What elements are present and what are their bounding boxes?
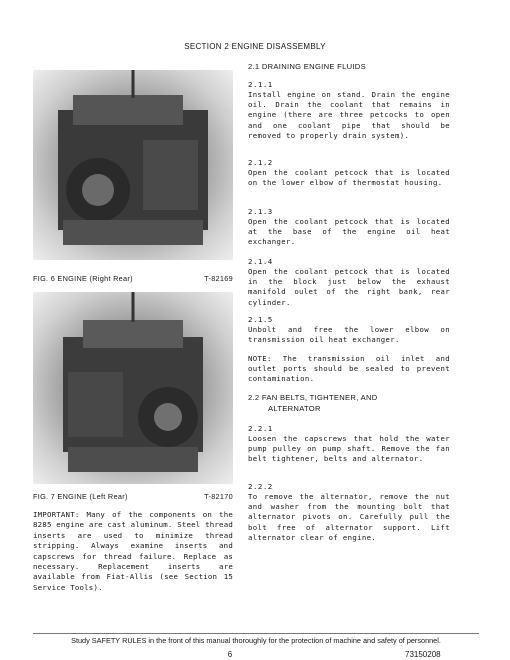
figure-7-title: FIG. 7 ENGINE (Left Rear) [33, 492, 128, 501]
page-number: 6 [227, 650, 233, 659]
para-2-1-1-text: Install engine on stand. Drain the engine oil. Drain the coolant that remains in engine (there are three petcocks to open and one coolant pipe that should be removed to properly drain system). [248, 90, 450, 140]
figure-7-caption [33, 492, 233, 501]
transmission-note: NOTE: The transmission oil inlet and outlet ports should be sealed to prevent contamination. [248, 354, 450, 384]
section-2-2-title: 2.2 FAN BELTS, TIGHTENER, AND [248, 393, 378, 402]
para-2-2-2-number: 2.2.2 [248, 482, 273, 491]
section-2-1-title: 2.1 DRAINING ENGINE FLUIDS [248, 62, 366, 71]
para-2-1-5-text: Unbolt and free the lower elbow on transmission oil heat exchanger. [248, 325, 450, 345]
engine-photo-right-rear [33, 70, 233, 260]
important-note: IMPORTANT: Many of the components on the 8285 engine are cast aluminum. Steel thread inserts are used to minimize thread stripping. Always examine inserts and capscrews for thread failure. Replace as necessary. Replacement inserts are available from Fiat-Allis (see Section 15 Service Tools). [33, 510, 233, 592]
footer-divider [33, 633, 479, 634]
para-2-2-1-text: Loosen the capscrews that hold the water pump pulley on pump shaft. Remove the fan belt tightener, belts and alternator. [248, 434, 450, 464]
para-2-2-1-number: 2.2.1 [248, 424, 273, 433]
section-header: SECTION 2 ENGINE DISASSEMBLY [184, 42, 326, 51]
para-2-1-3-text: Open the coolant petcock that is located at the base of the engine oil heat exchanger. [248, 217, 450, 247]
para-2-1-4-number: 2.1.4 [248, 257, 273, 266]
section-2-2-title-cont: ALTERNATOR [268, 404, 321, 413]
document-number: 73150208 [405, 650, 441, 659]
figure-6-ref: T-82169 [204, 274, 233, 283]
para-2-1-1-number: 2.1.1 [248, 80, 273, 89]
para-2-1-2-text: Open the coolant petcock that is located on the lower elbow of thermostat housing. [248, 168, 450, 188]
figure-6-title: FIG. 6 ENGINE (Right Rear) [33, 274, 133, 283]
para-2-1-2-number: 2.1.2 [248, 158, 273, 167]
para-2-1-5-number: 2.1.5 [248, 315, 273, 324]
engine-photo-left-rear [33, 292, 233, 484]
para-2-1-4-text: Open the coolant petcock that is located in the block just below the exhaust manifold oulet of the right bank, rear cylinder. [248, 267, 450, 307]
para-2-2-2-text: To remove the alternator, remove the nut and washer from the mounting bolt that alternator pivots on. Carefully pull the bolt free of alternator support. Lift alternator clear of engine. [248, 492, 450, 542]
para-2-1-3-number: 2.1.3 [248, 207, 273, 216]
figure-6-caption [33, 274, 233, 283]
safety-rules-notice: Study SAFETY RULES in the front of this manual thoroughly for the protection of machine and safety of personnel. [71, 636, 441, 645]
figure-7-ref: T-82170 [204, 492, 233, 501]
